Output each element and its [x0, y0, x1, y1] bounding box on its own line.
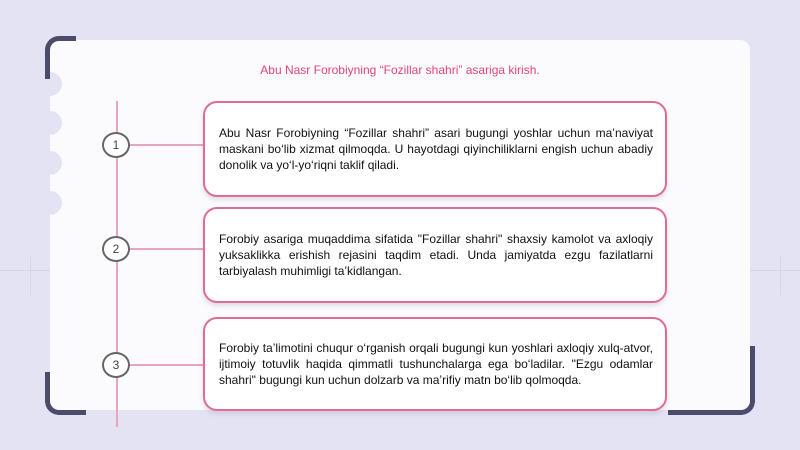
- card-text: Abu Nasr Forobiyning “Fozillar shahri” asari bugungi yoshlar uchun ma’naviyat maskani bo‘lib xizmat qilmoqda. U hayotdagi qiyinchiliklarni engish uchun abadiy donolik va yo‘l-yo‘riqni taklif qiladi.: [219, 125, 653, 173]
- connector-line: [130, 144, 204, 146]
- step-marker-2: 2: [102, 236, 130, 262]
- frame-corner-bottom-right: [668, 346, 755, 415]
- timeline-card-3: [203, 317, 667, 411]
- binder-hole: [38, 111, 62, 135]
- timeline-card-1: [203, 101, 667, 197]
- connector-line: [130, 248, 204, 250]
- guide-line-right: [780, 255, 781, 295]
- connector-line: [130, 364, 204, 366]
- step-marker-3: 3: [102, 352, 130, 378]
- binder-hole: [38, 151, 62, 175]
- step-marker-1: 1: [102, 132, 130, 158]
- timeline-card-2: [203, 207, 667, 303]
- card-text: Forobiy asariga muqaddima sifatida "Fozillar shahri" shaxsiy kamolot va axloqiy yuksaklikka erishish rejasini taqdim etadi. Unda jamiyatda ezgu fazilatlarni tarbiyalash muhimligi ta’kidlangan.: [219, 231, 653, 279]
- page-title: Abu Nasr Forobiyning “Fozillar shahri” asariga kirish.: [260, 63, 540, 77]
- frame-corner-bottom-left: [45, 372, 86, 415]
- card-text: Forobiy ta’limotini chuqur o‘rganish orqali bugungi kun yoshlari axloqiy xulq-atvor, ijtimoiy totuvlik haqida qimmatli tushunchalarga ega bo‘ladilar. "Ezgu odamlar shahri" bugungi kun uchun dolzarb va ma’rifiy matn bo‘lib qolmoqda.: [219, 340, 653, 388]
- guide-line-left: [30, 255, 31, 295]
- binder-hole: [38, 191, 62, 215]
